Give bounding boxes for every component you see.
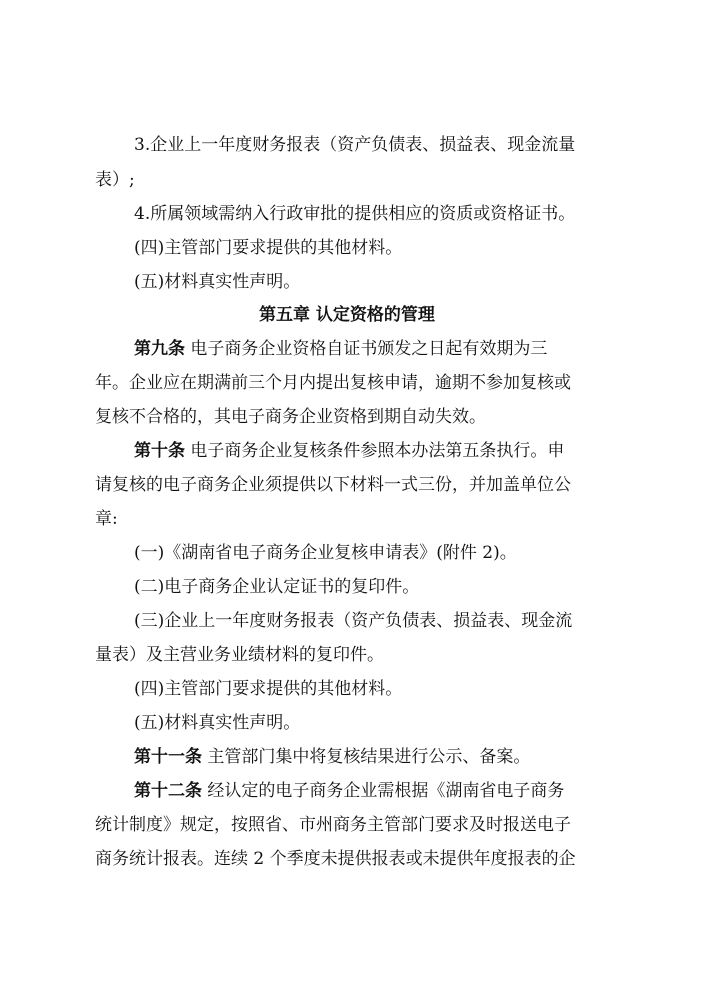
list-item: (五)材料真实性声明。 [134,713,301,733]
article-line [134,780,564,802]
list-item: (二)电子商务企业认定证书的复印件。 [134,577,420,597]
article-number: 第十二条 [134,781,202,801]
paragraph-line: 章: [95,509,118,529]
article-text: 经认定的电子商务企业需根据《湖南省电子商务 [202,781,565,801]
paragraph-line: 表）; [95,170,135,190]
list-item: (四)主管部门要求提供的其他材料。 [134,679,403,699]
paragraph-line: 量表）及主营业务业绩材料的复印件。 [95,645,384,665]
list-item: (一)《湖南省电子商务企业复核申请表》(附件 2)。 [134,543,517,563]
paragraph-line: 复核不合格的，其电子商务企业资格到期自动失效。 [95,407,486,427]
article-text: 主管部门集中将复核结果进行公示、备案。 [202,747,531,767]
paragraph-line: (五)材料真实性声明。 [134,272,301,292]
article-number: 第十条 [134,441,185,461]
article-number: 第九条 [134,339,185,359]
article-text: 电子商务企业资格自证书颁发之日起有效期为三 [185,339,548,359]
paragraph-line: 商务统计报表。连续 2 个季度未提供报表或未提供年度报表的企 [95,849,576,869]
paragraph-line: 3.企业上一年度财务报表（资产负债表、损益表、现金流量 [134,135,576,155]
article-line [134,746,530,768]
paragraph-line: 统计制度》规定，按照省、市州商务主管部门要求及时报送电子 [95,815,571,835]
paragraph-line: 请复核的电子商务企业须提供以下材料一式三份，并加盖单位公 [95,475,571,495]
list-item: (三)企业上一年度财务报表（资产负债表、损益表、现金流 [134,611,573,631]
article-text: 电子商务企业复核条件参照本办法第五条执行。申 [185,441,565,461]
paragraph-line: 年。企业应在期满前三个月内提出复核申请，逾期不参加复核或 [95,373,571,393]
paragraph-line: 4.所属领域需纳入行政审批的提供相应的资质或资格证书。 [134,204,576,224]
paragraph-line: (四)主管部门要求提供的其他材料。 [134,238,403,258]
article-number: 第十一条 [134,747,202,767]
article-line [134,338,547,360]
chapter-heading: 第五章 认定资格的管理 [259,305,435,325]
article-line [134,440,564,462]
